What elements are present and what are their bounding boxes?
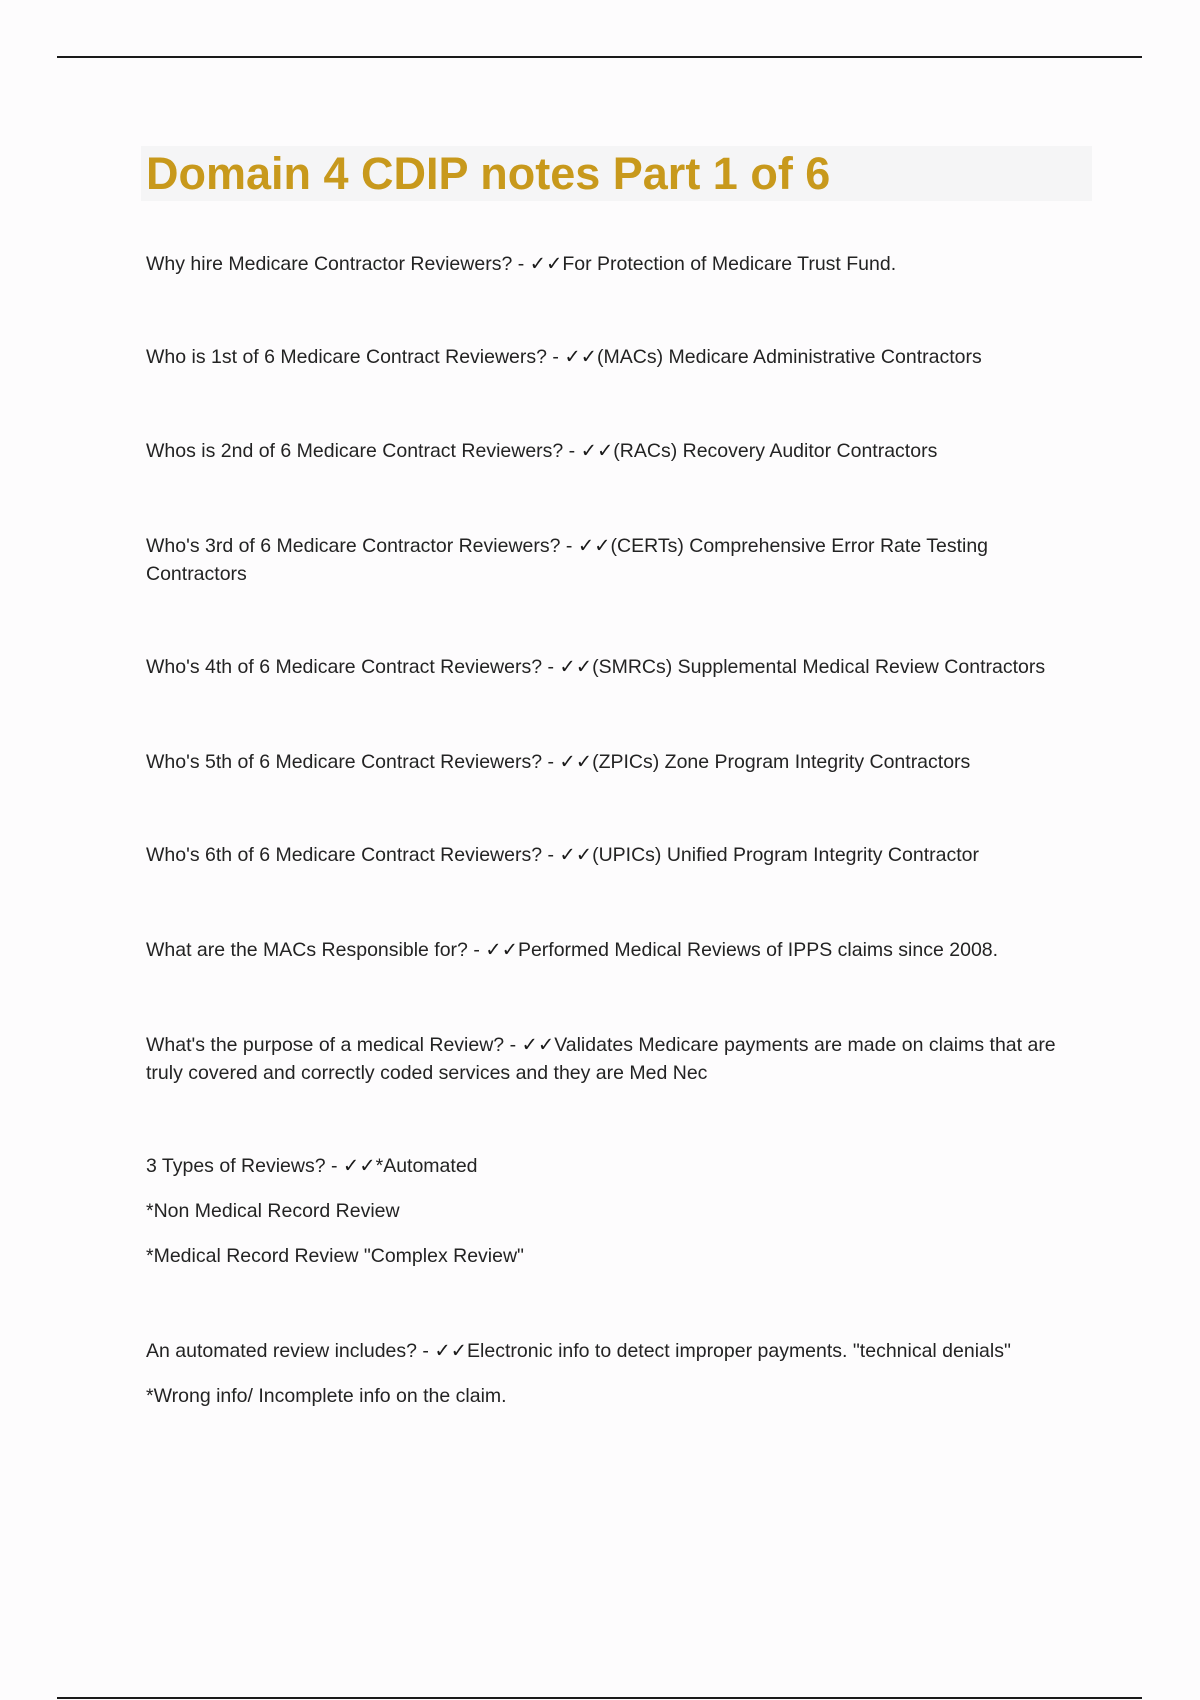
check-mark-icon: ✓✓	[559, 751, 593, 773]
answer-extra-line: *Wrong info/ Incomplete info on the claim.	[146, 1385, 507, 1407]
qa-item-6	[146, 748, 1096, 776]
question-text: An automated review includes?	[146, 1340, 417, 1362]
question-text: Who's 5th of 6 Medicare Contract Reviewers?	[146, 751, 543, 773]
separator: -	[560, 535, 578, 557]
top-rule	[57, 56, 1142, 58]
question-text: 3 Types of Reviews?	[146, 1155, 326, 1177]
separator: -	[563, 440, 581, 462]
answer-text: (UPICs) Unified Program Integrity Contractor	[592, 844, 979, 866]
question-text: Whos is 2nd of 6 Medicare Contract Reviewers?	[146, 440, 564, 462]
answer-text: Electronic info to detect improper payments. "technical denials"	[467, 1340, 1011, 1362]
qa-item-10	[146, 1152, 1096, 1180]
qa-item-11	[146, 1337, 1106, 1365]
check-mark-icon: ✓✓	[342, 1155, 376, 1177]
qa-item-5	[146, 653, 1106, 681]
check-mark-icon: ✓✓	[559, 844, 593, 866]
check-mark-icon: ✓✓	[559, 656, 593, 678]
qa-item-2	[146, 343, 1096, 371]
question-text: Who is 1st of 6 Medicare Contract Reviewers?	[146, 346, 547, 368]
answer-text: (ZPICs) Zone Program Integrity Contractors	[592, 751, 971, 773]
answer-text: (MACs) Medicare Administrative Contractors	[597, 346, 982, 368]
separator: -	[417, 1340, 435, 1362]
check-mark-icon: ✓✓	[564, 346, 598, 368]
answer-text: *Automated	[375, 1155, 478, 1177]
separator: -	[542, 751, 560, 773]
answer-extra-line: *Non Medical Record Review	[146, 1200, 400, 1222]
check-mark-icon: ✓✓	[434, 1340, 468, 1362]
question-text: What are the MACs Responsible for?	[146, 939, 468, 961]
qa-item-4	[146, 532, 1046, 588]
check-mark-icon: ✓✓	[580, 440, 614, 462]
question-text: Who's 4th of 6 Medicare Contract Reviewers?	[146, 656, 543, 678]
separator: -	[542, 844, 560, 866]
bottom-rule	[57, 1697, 1142, 1699]
check-mark-icon: ✓✓	[529, 253, 563, 275]
separator: -	[325, 1155, 343, 1177]
qa-item-9	[146, 1031, 1091, 1087]
answer-text: Validates Medicare payments are made on claims that are truly covered and correctly coded services and they are Med Nec	[146, 1034, 1056, 1084]
qa-item-8	[146, 936, 1096, 964]
separator: -	[504, 1034, 522, 1056]
check-mark-icon: ✓✓	[521, 1034, 555, 1056]
page-title: Domain 4 CDIP notes Part 1 of 6	[146, 148, 831, 199]
question-text: What's the purpose of a medical Review?	[146, 1034, 505, 1056]
separator: -	[467, 939, 486, 961]
answer-extra-line: *Medical Record Review "Complex Review"	[146, 1245, 524, 1267]
answer-text: (SMRCs) Supplemental Medical Review Contractors	[592, 656, 1046, 678]
separator: -	[547, 346, 565, 368]
question-text: Why hire Medicare Contractor Reviewers?	[146, 253, 513, 275]
question-text: Who's 6th of 6 Medicare Contract Reviewers?	[146, 844, 543, 866]
separator: -	[512, 253, 530, 275]
question-text: Who's 3rd of 6 Medicare Contractor Reviewers?	[146, 535, 561, 557]
qa-item-3	[146, 437, 1096, 465]
qa-item-7	[146, 841, 1096, 869]
check-mark-icon: ✓✓	[485, 939, 518, 961]
answer-text: (RACs) Recovery Auditor Contractors	[613, 440, 938, 462]
answer-text: (CERTs) Comprehensive Error Rate Testing Contractors	[146, 535, 989, 585]
separator: -	[542, 656, 560, 678]
qa-item-1	[146, 250, 1096, 278]
check-mark-icon: ✓✓	[577, 535, 611, 557]
answer-text: Performed Medical Reviews of IPPS claims since 2008.	[517, 939, 999, 961]
answer-text: For Protection of Medicare Trust Fund.	[562, 253, 897, 275]
